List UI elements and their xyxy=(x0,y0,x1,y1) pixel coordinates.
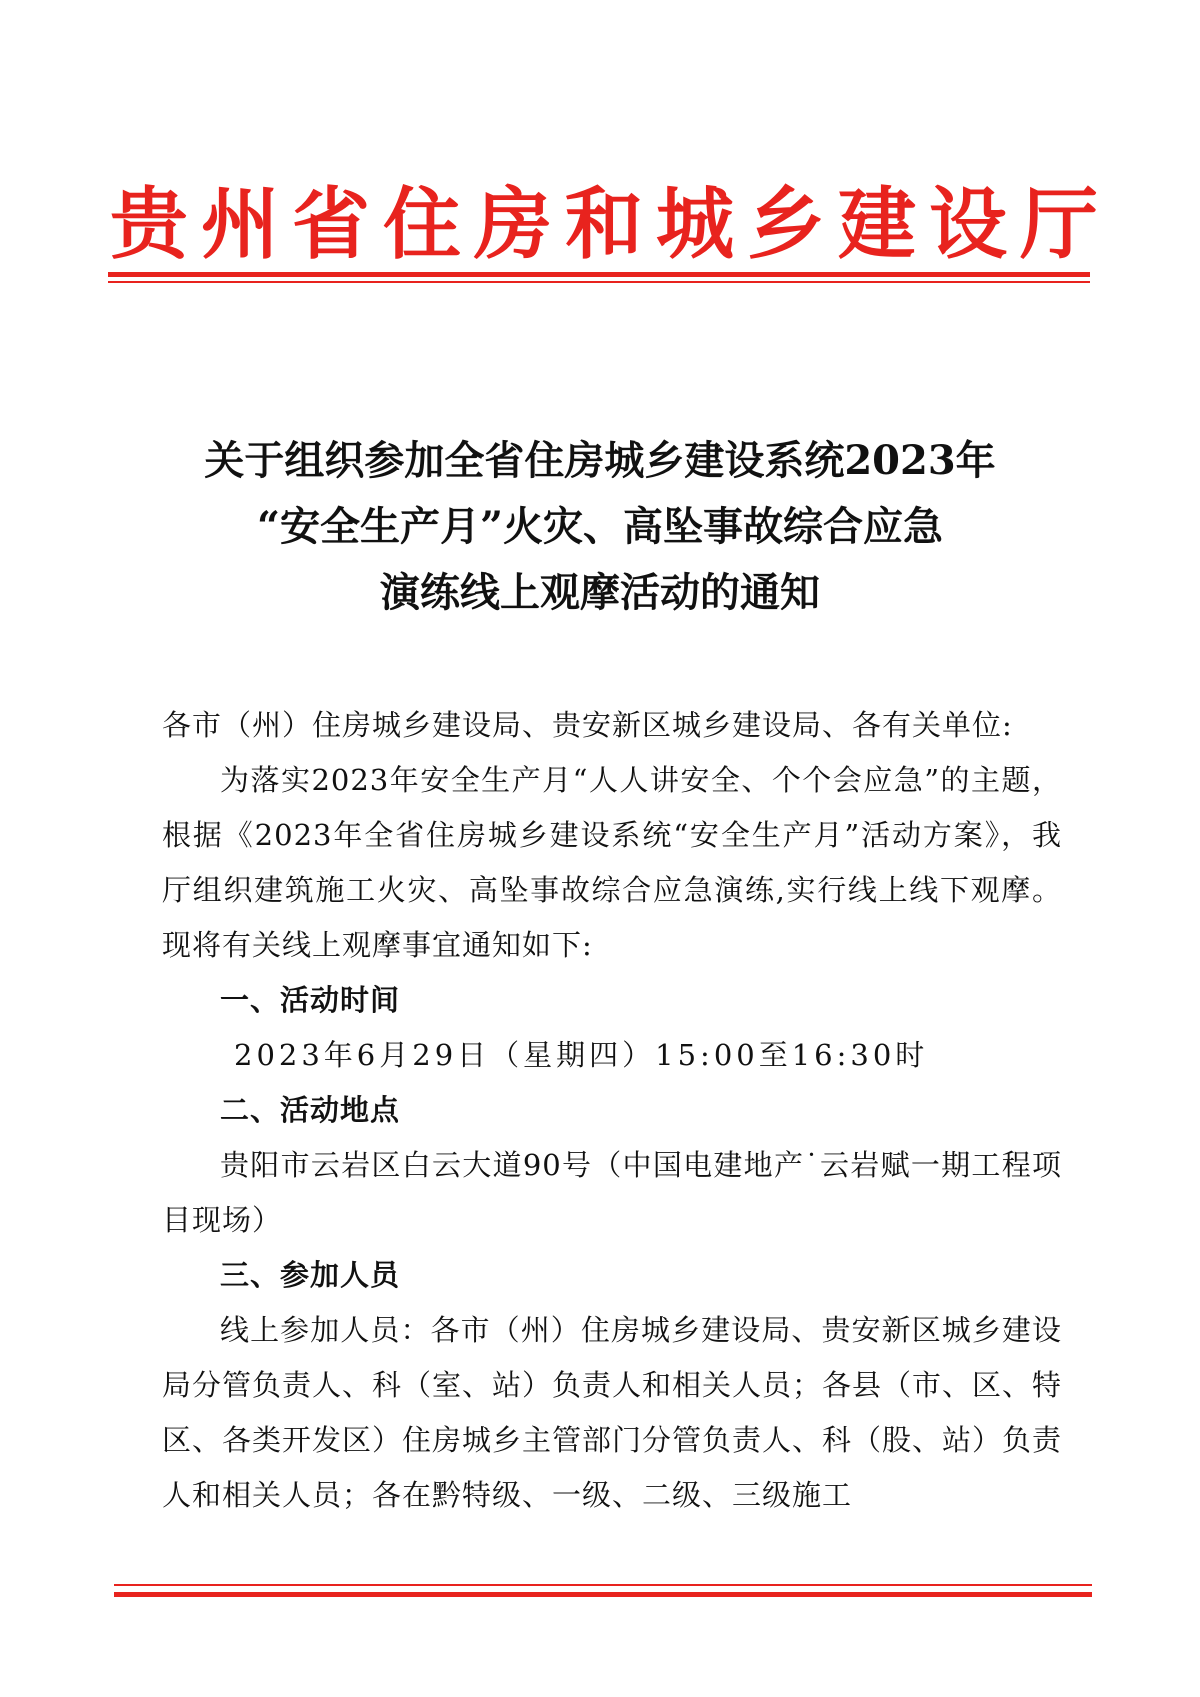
salutation: 各市（州）住房城乡建设局、贵安新区城乡建设局、各有关单位: xyxy=(162,708,1013,742)
footer-thin-rule xyxy=(114,1584,1092,1586)
section-heading-participants: 三、参加人员 xyxy=(220,1258,401,1292)
event-location-text: 贵阳市云岩区白云大道90号（中国电建地产˙云岩赋一期工程项目现场） xyxy=(162,1148,1062,1237)
section-heading-time: 一、活动时间 xyxy=(220,983,401,1017)
section-heading-location: 二、活动地点 xyxy=(220,1093,401,1127)
title-line-3: 演练线上观摩活动的通知 xyxy=(380,569,820,616)
title-line-1: 关于组织参加全省住房城乡建设系统2023年 xyxy=(204,437,996,484)
intro-paragraph: 为落实2023年安全生产月“人人讲安全、个个会应急”的主题，根据《2023年全省住房城乡建设系统“安全生产月”活动方案》，我厅组织建筑施工火灾、高坠事故综合应急演练,实行线上线下观摩。现将有关线上观摩事宜通知如下: xyxy=(162,763,1062,962)
title-line-2: “安全生产月”火灾、高坠事故综合应急 xyxy=(256,503,943,550)
masthead-thick-rule xyxy=(108,272,1090,277)
masthead-thin-rule xyxy=(108,281,1090,283)
participants-text: 线上参加人员：各市（州）住房城乡建设局、贵安新区城乡建设局分管负责人、科（室、站）负责人和相关人员；各县（市、区、特区、各类开发区）住房城乡主管部门分管负责人、科（股、站）负责人和相关人员；各在黔特级、一级、二级、三级施工 xyxy=(162,1313,1063,1512)
document-body xyxy=(162,698,1062,1523)
event-time-text: 2023年6月29日（星期四）15:00至16:30时 xyxy=(234,1038,929,1072)
document-title xyxy=(120,428,1080,626)
footer-thick-rule xyxy=(114,1592,1092,1597)
issuing-authority-masthead: 贵州省住房和城乡建设厅 xyxy=(110,179,1112,270)
